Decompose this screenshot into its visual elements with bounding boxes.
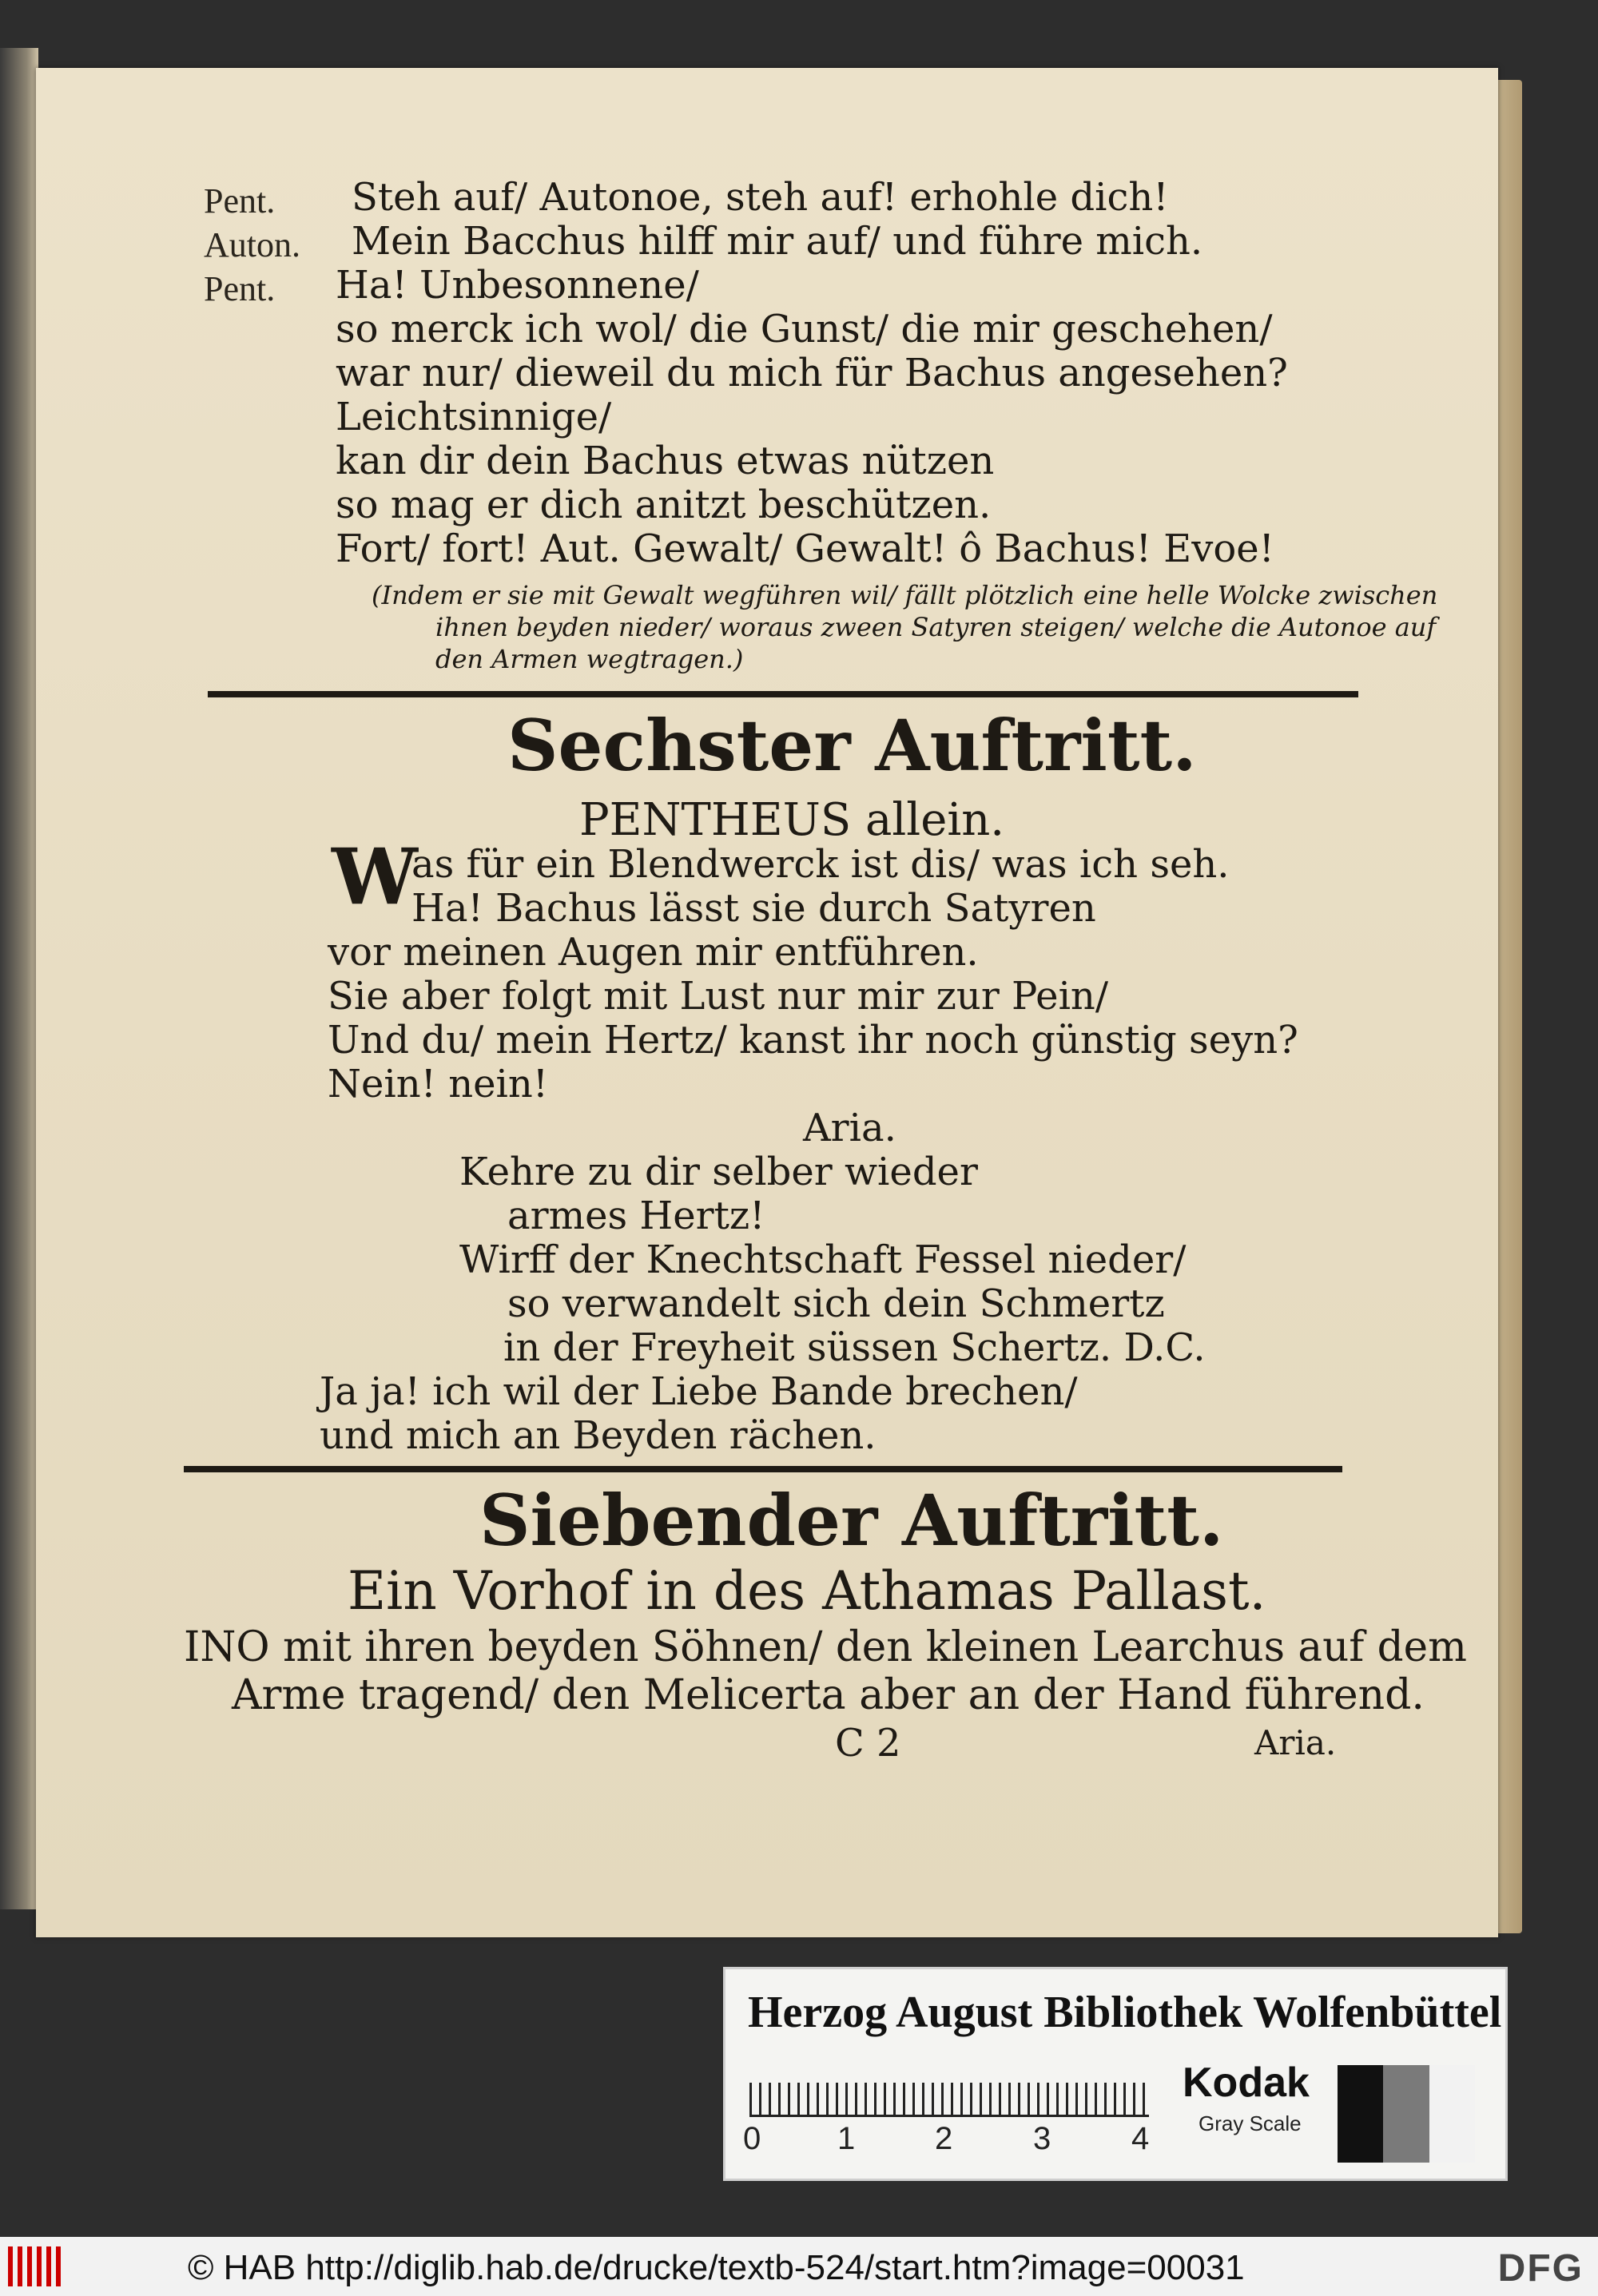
speaker-label: Pent. [204, 269, 276, 308]
verse-line: Steh auf/ Autonoe, steh auf! erhohle dich! [352, 175, 1169, 220]
verse-line: Ja ja! ich wil der Liebe Bande brechen/ [320, 1369, 1078, 1414]
gray-scale-label: Gray Scale [1198, 2111, 1302, 2135]
verse-line: und mich an Beyden rächen. [320, 1413, 877, 1458]
aria-label: Aria. [803, 1106, 896, 1150]
scene-subheading: PENTHEUS allein. [579, 794, 1005, 846]
aria-line: Kehre zu dir selber wieder [459, 1150, 978, 1194]
scene-heading: Siebender Auftritt. [479, 1479, 1224, 1562]
verse-line: Leichtsinnige/ [336, 395, 612, 439]
scene-heading: Sechster Auftritt. [507, 704, 1197, 787]
verse-line: Arme tragend/ den Melicerta aber an der Hand führend. [232, 1671, 1425, 1719]
verse-line: Mein Bacchus hilff mir auf/ und führe mich. [352, 219, 1203, 264]
gray-patch [1338, 2065, 1383, 2163]
catchword: Aria. [1254, 1723, 1337, 1762]
gray-patch [1383, 2065, 1429, 2163]
drop-initial: W [332, 832, 418, 922]
book-page [36, 68, 1498, 1937]
stage-direction-line: ihnen beyden nieder/ woraus zween Satyren steigen/ welche die Autonoe auf [435, 612, 1437, 642]
verse-line: kan dir dein Bachus etwas nützen [336, 439, 995, 483]
verse-line: so mag er dich anitzt beschützen. [336, 483, 992, 527]
library-color-card [723, 1967, 1508, 2181]
dfg-logo: DFG [1497, 2247, 1584, 2290]
gray-patch [1429, 2065, 1475, 2163]
stage-direction-line: den Armen wegtragen.) [435, 644, 744, 674]
section-rule [184, 1466, 1342, 1472]
scale-ruler [749, 2059, 1149, 2117]
library-name: Herzog August Bibliothek Wolfenbüttel [748, 1988, 1502, 2037]
verse-line: Fort/ fort! Aut. Gewalt/ Gewalt! ô Bachus! Evoe! [336, 526, 1274, 571]
gray-scale-patches [1338, 2065, 1475, 2163]
ruler-number: 4 [1131, 2121, 1150, 2156]
aria-line: so verwandelt sich dein Schmertz [507, 1281, 1165, 1326]
footer-url[interactable]: © HAB http://diglib.hab.de/drucke/textb-524/start.htm?image=00031 [188, 2248, 1245, 2287]
aria-line: in der Freyheit süssen Schertz. D.C. [503, 1325, 1206, 1370]
book-cover-edge [0, 48, 38, 1909]
ruler-number: 1 [837, 2121, 856, 2156]
ruler-number: 2 [935, 2121, 953, 2156]
footer-bar [0, 2237, 1598, 2296]
verse-line: Und du/ mein Hertz/ kanst ihr noch günstig seyn? [328, 1018, 1298, 1063]
signature-mark: C 2 [835, 1721, 901, 1766]
kodak-logo: Kodak [1183, 2060, 1310, 2106]
speaker-label: Pent. [204, 181, 276, 220]
aria-line: Wirff der Knechtschaft Fessel nieder/ [459, 1237, 1187, 1282]
verse-line: war nur/ dieweil du mich für Bachus angesehen? [336, 351, 1288, 395]
verse-line: so merck ich wol/ die Gunst/ die mir geschehen/ [336, 307, 1273, 352]
ruler-number: 3 [1033, 2121, 1051, 2156]
verse-line: INO mit ihren beyden Söhnen/ den kleinen Learchus auf dem [184, 1623, 1467, 1671]
verse-line: Sie aber folgt mit Lust nur mir zur Pein/ [328, 974, 1109, 1019]
verse-line: vor meinen Augen mir entführen. [328, 930, 979, 975]
hab-logo-icon [8, 2246, 66, 2286]
scene-subheading: Ein Vorhof in des Athamas Pallast. [348, 1560, 1266, 1622]
stage-direction-line: (Indem er sie mit Gewalt wegführen wil/ fällt plötzlich eine helle Wolcke zwischen [372, 580, 1438, 610]
verse-line: Ha! Bachus lässt sie durch Satyren [411, 886, 1096, 931]
aria-line: armes Hertz! [507, 1194, 765, 1238]
verse-line: Nein! nein! [328, 1062, 549, 1106]
verse-line: Ha! Unbesonnene/ [336, 263, 699, 308]
speaker-label: Auton. [204, 225, 300, 264]
ruler-number: 0 [743, 2121, 761, 2156]
section-rule [208, 691, 1358, 697]
verse-line: as für ein Blendwerck ist dis/ was ich seh. [411, 842, 1230, 887]
